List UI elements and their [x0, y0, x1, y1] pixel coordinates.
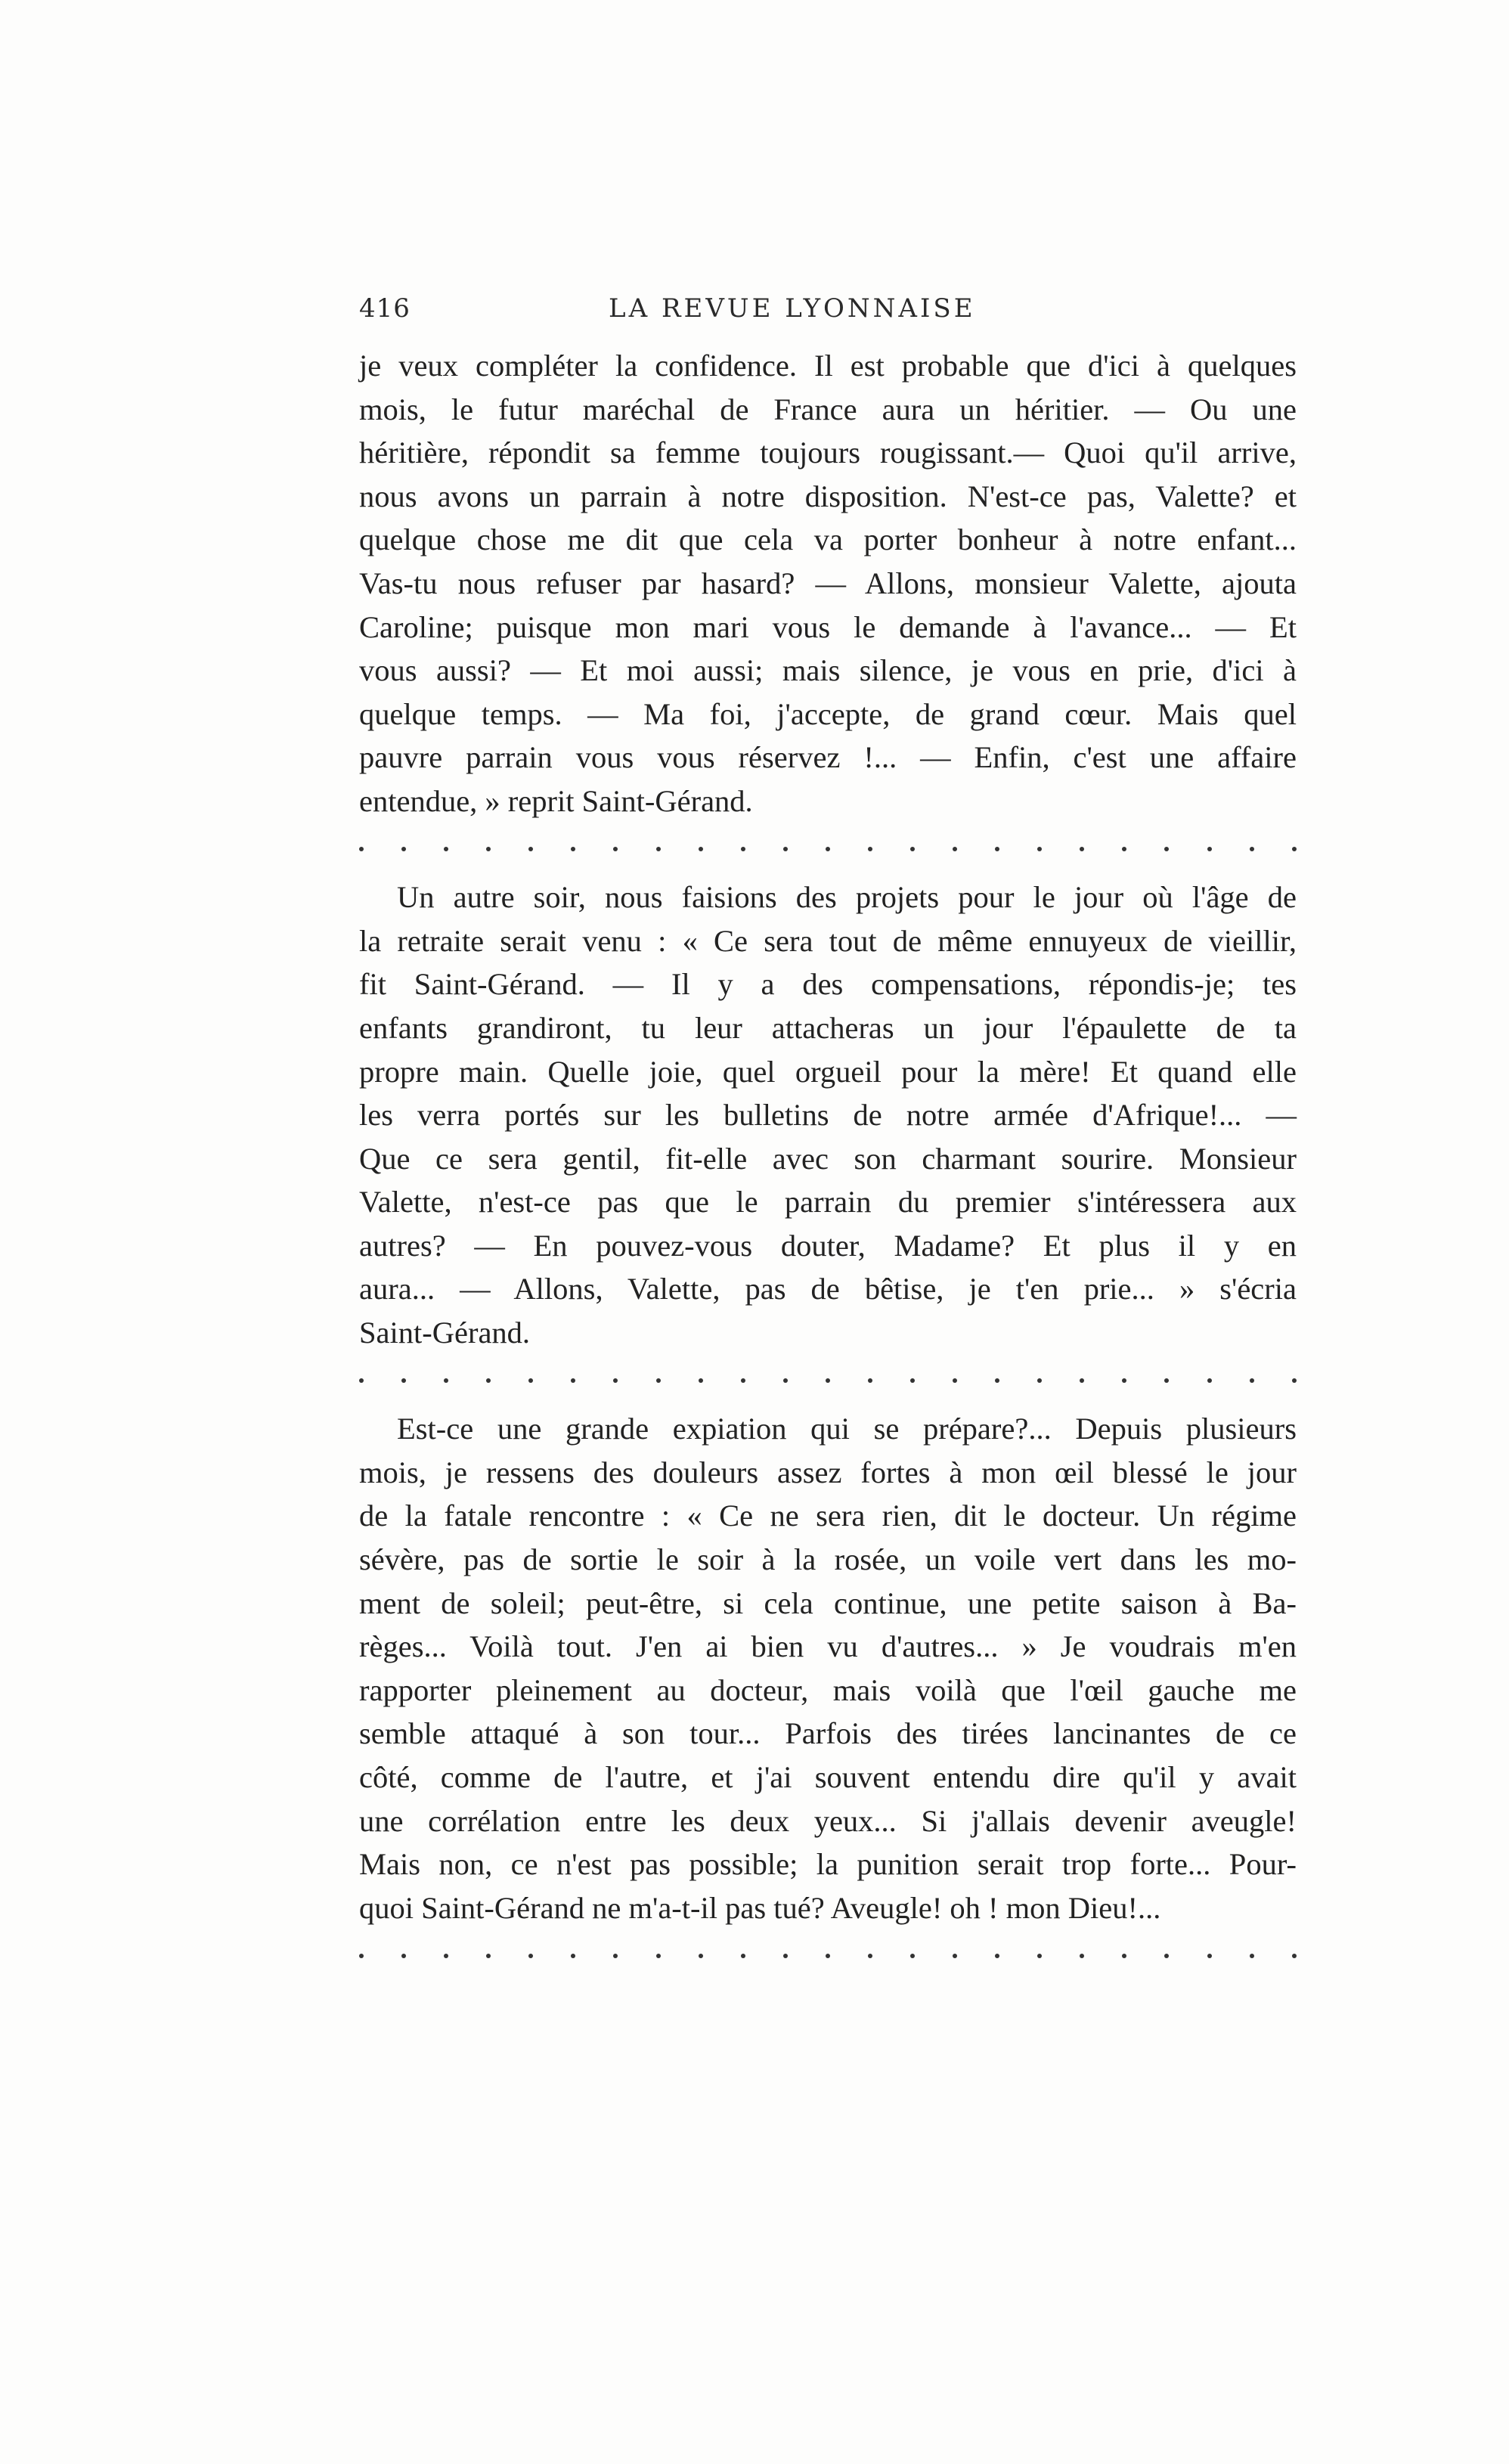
separator-dot	[699, 1378, 703, 1383]
text-line: Mais non, ce n'est pas possible; la punition serait trop forte... Pour-	[359, 1847, 1297, 1882]
separator-dot	[1292, 1954, 1297, 1958]
page-header	[359, 293, 1297, 339]
separator-dot	[1080, 1954, 1084, 1958]
separator-dot	[401, 1378, 406, 1383]
separator-dot	[910, 1378, 915, 1383]
separator-dot	[826, 1954, 830, 1958]
text-line: mois, le futur maréchal de France aura un héritier. — Ou une	[359, 392, 1297, 426]
separator-dot	[528, 1954, 533, 1958]
separator-dot	[699, 847, 703, 851]
text-line: Que ce sera gentil, fit-elle avec son charmant sourire. Monsieur	[359, 1141, 1297, 1176]
separator-dot	[910, 847, 915, 851]
separator-dot	[868, 1378, 872, 1383]
separator-dot	[571, 847, 575, 851]
text-line: rapporter pleinement au docteur, mais voilà que l'œil gauche me	[359, 1672, 1297, 1707]
separator-dot	[401, 847, 406, 851]
separator-dot	[910, 1954, 915, 1958]
text-line: Est-ce une grande expiation qui se prépare?... Depuis plusieurs	[397, 1412, 1297, 1446]
separator-dot	[741, 1378, 745, 1383]
text-line: propre main. Quelle joie, quel orgueil pour la mère! Et quand elle	[359, 1054, 1297, 1089]
text-line: je veux compléter la confidence. Il est probable que d'ici à quelques	[359, 349, 1297, 383]
separator-dot	[995, 1954, 999, 1958]
text-line: quelque temps. — Ma foi, j'accepte, de grand cœur. Mais quel	[359, 696, 1297, 731]
separator-dot	[699, 1954, 703, 1958]
separator-dot	[486, 1954, 491, 1958]
dotted-separator	[359, 828, 1297, 872]
text-line: Vas-tu nous refuser par hasard? — Allons, monsieur Valette, ajouta	[359, 566, 1297, 600]
separator-dot	[868, 1954, 872, 1958]
separator-dot	[826, 847, 830, 851]
text-line: fit Saint-Gérand. — Il y a des compensations, répondis-je; tes	[359, 967, 1297, 1002]
text-line: aura... — Allons, Valette, pas de bêtise, je t'en prie... » s'écria	[359, 1272, 1297, 1306]
separator-dot	[826, 1378, 830, 1383]
text-line: ment de soleil; peut-être, si cela continue, une petite saison à Ba-	[359, 1585, 1297, 1620]
text-line: Caroline; puisque mon mari vous le demande à l'avance... — Et	[359, 609, 1297, 644]
text-line: quelque chose me dit que cela va porter bonheur à notre enfant...	[359, 522, 1297, 557]
separator-dot	[1250, 1954, 1254, 1958]
text-line: sévère, pas de sortie le soir à la rosée, un voile vert dans les mo-	[359, 1542, 1297, 1577]
separator-dot	[1080, 847, 1084, 851]
text-line: vous aussi? — Et moi aussi; mais silence, je vous en prie, d'ici à	[359, 653, 1297, 688]
separator-dot	[1164, 1954, 1169, 1958]
separator-dot	[1250, 847, 1254, 851]
text-line: pauvre parrain vous vous réservez !... — Enfin, c'est une affaire	[359, 740, 1297, 775]
separator-dot	[613, 1954, 618, 1958]
text-line: règes... Voilà tout. J'en ai bien vu d'autres... » Je voudrais m'en	[359, 1629, 1297, 1664]
separator-dot	[656, 847, 661, 851]
separator-dot	[401, 1954, 406, 1958]
text-line: quoi Saint-Gérand ne m'a-t-il pas tué? Aveugle! oh ! mon Dieu!...	[359, 1890, 1161, 1925]
separator-dot	[741, 847, 745, 851]
separator-dot	[656, 1954, 661, 1958]
separator-dot	[953, 1954, 957, 1958]
paragraph-2	[359, 876, 1297, 1355]
separator-dot	[1122, 1378, 1126, 1383]
separator-dot	[1037, 1954, 1042, 1958]
page-number: 416	[359, 293, 411, 324]
separator-dot	[359, 1378, 364, 1383]
separator-dot	[444, 1954, 448, 1958]
text-line: mois, je ressens des douleurs assez fortes à mon œil blessé le jour	[359, 1455, 1297, 1489]
separator-dot	[444, 847, 448, 851]
separator-dot	[783, 1378, 788, 1383]
text-line: Saint-Gérand.	[359, 1316, 531, 1350]
separator-dot	[1207, 1954, 1212, 1958]
separator-dot	[868, 847, 872, 851]
separator-dot	[1122, 847, 1126, 851]
text-line: autres? — En pouvez-vous douter, Madame? Et plus il y en	[359, 1228, 1297, 1263]
separator-dot	[656, 1378, 661, 1383]
separator-dot	[1207, 1378, 1212, 1383]
separator-dot	[571, 1378, 575, 1383]
separator-dot	[953, 847, 957, 851]
separator-dot	[528, 1378, 533, 1383]
separator-dot	[953, 1378, 957, 1383]
separator-dot	[995, 1378, 999, 1383]
text-line: entendue, » reprit Saint-Gérand.	[359, 783, 753, 818]
separator-dot	[995, 847, 999, 851]
separator-dot	[444, 1378, 448, 1383]
separator-dot	[1164, 1378, 1169, 1383]
separator-dot	[783, 1954, 788, 1958]
body-text	[359, 344, 1297, 1982]
text-line: les verra portés sur les bulletins de notre armée d'Afrique!... —	[359, 1098, 1297, 1133]
paragraph-1	[359, 344, 1297, 823]
text-line: enfants grandiront, tu leur attacheras un jour l'épaulette de ta	[359, 1010, 1297, 1045]
paragraph-3	[359, 1407, 1297, 1929]
separator-dot	[486, 847, 491, 851]
text-line: une corrélation entre les deux yeux... Si j'allais devenir aveugle!	[359, 1803, 1297, 1838]
text-line: semble attaqué à son tour... Parfois des tirées lancinantes de ce	[359, 1716, 1297, 1751]
separator-dot	[571, 1954, 575, 1958]
text-line: la retraite serait venu : « Ce sera tout de même ennuyeux de vieillir,	[359, 923, 1297, 958]
separator-dot	[1164, 847, 1169, 851]
separator-dot	[1250, 1378, 1254, 1383]
separator-dot	[783, 847, 788, 851]
text-line: côté, comme de l'autre, et j'ai souvent entendu dire qu'il y avait	[359, 1760, 1297, 1794]
running-title: LA REVUE LYONNAISE	[609, 293, 976, 324]
separator-dot	[1207, 847, 1212, 851]
separator-dot	[613, 1378, 618, 1383]
separator-dot	[1037, 847, 1042, 851]
dotted-separator	[359, 1934, 1297, 1978]
dotted-separator	[359, 1359, 1297, 1403]
separator-dot	[741, 1954, 745, 1958]
separator-dot	[613, 847, 618, 851]
text-line: nous avons un parrain à notre disposition. N'est-ce pas, Valette? et	[359, 479, 1297, 513]
text-line: Valette, n'est-ce pas que le parrain du premier s'intéressera aux	[359, 1185, 1297, 1220]
separator-dot	[1122, 1954, 1126, 1958]
text-line: héritière, répondit sa femme toujours rougissant.— Quoi qu'il arrive,	[359, 435, 1297, 470]
separator-dot	[359, 1954, 364, 1958]
text-line: de la fatale rencontre : « Ce ne sera rien, dit le docteur. Un régime	[359, 1499, 1297, 1533]
separator-dot	[528, 847, 533, 851]
text-line: Un autre soir, nous faisions des projets pour le jour où l'âge de	[397, 880, 1297, 915]
separator-dot	[1292, 847, 1297, 851]
separator-dot	[486, 1378, 491, 1383]
separator-dot	[1080, 1378, 1084, 1383]
separator-dot	[1292, 1378, 1297, 1383]
separator-dot	[359, 847, 364, 851]
separator-dot	[1037, 1378, 1042, 1383]
